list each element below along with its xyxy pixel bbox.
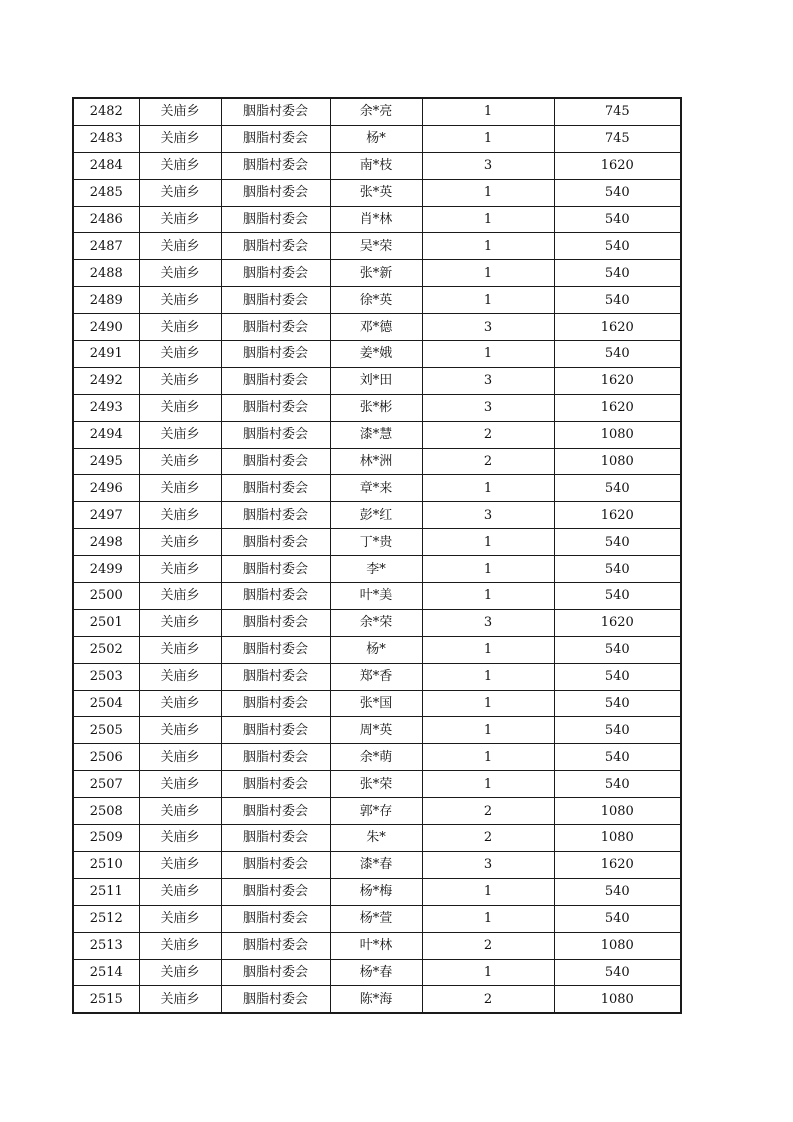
household-size-cell: 1 — [422, 233, 554, 260]
serial-number-cell: 2497 — [73, 502, 139, 529]
amount-cell: 540 — [554, 206, 681, 233]
serial-number-cell: 2486 — [73, 206, 139, 233]
name-cell: 南*枝 — [330, 152, 422, 179]
township-cell: 关庙乡 — [139, 609, 221, 636]
township-cell: 关庙乡 — [139, 394, 221, 421]
name-cell: 陈*海 — [330, 986, 422, 1013]
amount-cell: 1620 — [554, 851, 681, 878]
name-cell: 吴*荣 — [330, 233, 422, 260]
amount-cell: 540 — [554, 341, 681, 368]
village-committee-cell: 胭脂村委会 — [221, 583, 330, 610]
village-committee-cell: 胭脂村委会 — [221, 690, 330, 717]
township-cell: 关庙乡 — [139, 421, 221, 448]
table-row — [73, 475, 681, 502]
table-row — [73, 771, 681, 798]
name-cell: 张*新 — [330, 260, 422, 287]
village-committee-cell: 胭脂村委会 — [221, 125, 330, 152]
household-size-cell: 3 — [422, 502, 554, 529]
village-committee-cell: 胭脂村委会 — [221, 959, 330, 986]
serial-number-cell: 2488 — [73, 260, 139, 287]
serial-number-cell: 2505 — [73, 717, 139, 744]
amount-cell: 540 — [554, 556, 681, 583]
amount-cell: 1620 — [554, 609, 681, 636]
serial-number-cell: 2494 — [73, 421, 139, 448]
name-cell: 杨*萱 — [330, 905, 422, 932]
household-size-cell: 2 — [422, 986, 554, 1013]
serial-number-cell: 2498 — [73, 529, 139, 556]
village-committee-cell: 胭脂村委会 — [221, 878, 330, 905]
serial-number-cell: 2485 — [73, 179, 139, 206]
table-row — [73, 233, 681, 260]
amount-cell: 540 — [554, 717, 681, 744]
household-size-cell: 2 — [422, 825, 554, 852]
village-committee-cell: 胭脂村委会 — [221, 206, 330, 233]
village-committee-cell: 胭脂村委会 — [221, 260, 330, 287]
table-row — [73, 932, 681, 959]
household-size-cell: 1 — [422, 717, 554, 744]
name-cell: 彭*红 — [330, 502, 422, 529]
household-size-cell: 1 — [422, 663, 554, 690]
township-cell: 关庙乡 — [139, 233, 221, 260]
serial-number-cell: 2511 — [73, 878, 139, 905]
table-row — [73, 636, 681, 663]
serial-number-cell: 2495 — [73, 448, 139, 475]
amount-cell: 1080 — [554, 421, 681, 448]
household-size-cell: 1 — [422, 583, 554, 610]
township-cell: 关庙乡 — [139, 636, 221, 663]
table-row — [73, 152, 681, 179]
household-size-cell: 1 — [422, 206, 554, 233]
table-row — [73, 798, 681, 825]
table-row — [73, 717, 681, 744]
amount-cell: 540 — [554, 905, 681, 932]
household-size-cell: 3 — [422, 314, 554, 341]
table-row — [73, 583, 681, 610]
amount-cell: 1620 — [554, 314, 681, 341]
household-size-cell: 3 — [422, 152, 554, 179]
table-row — [73, 851, 681, 878]
serial-number-cell: 2515 — [73, 986, 139, 1013]
amount-cell: 540 — [554, 583, 681, 610]
serial-number-cell: 2500 — [73, 583, 139, 610]
serial-number-cell: 2504 — [73, 690, 139, 717]
township-cell: 关庙乡 — [139, 206, 221, 233]
table-row — [73, 878, 681, 905]
township-cell: 关庙乡 — [139, 905, 221, 932]
amount-cell: 1080 — [554, 986, 681, 1013]
serial-number-cell: 2514 — [73, 959, 139, 986]
name-cell: 杨* — [330, 125, 422, 152]
name-cell: 肖*林 — [330, 206, 422, 233]
household-size-cell: 2 — [422, 932, 554, 959]
name-cell: 张*彬 — [330, 394, 422, 421]
household-size-cell: 1 — [422, 556, 554, 583]
household-size-cell: 1 — [422, 125, 554, 152]
household-size-cell: 2 — [422, 448, 554, 475]
name-cell: 朱* — [330, 825, 422, 852]
township-cell: 关庙乡 — [139, 932, 221, 959]
table-row — [73, 394, 681, 421]
name-cell: 郑*香 — [330, 663, 422, 690]
amount-cell: 1620 — [554, 152, 681, 179]
table-row — [73, 609, 681, 636]
village-committee-cell: 胭脂村委会 — [221, 851, 330, 878]
name-cell: 张*英 — [330, 179, 422, 206]
table-row — [73, 448, 681, 475]
amount-cell: 540 — [554, 529, 681, 556]
beneficiary-table — [72, 97, 682, 1014]
township-cell: 关庙乡 — [139, 260, 221, 287]
serial-number-cell: 2509 — [73, 825, 139, 852]
serial-number-cell: 2507 — [73, 771, 139, 798]
name-cell: 叶*林 — [330, 932, 422, 959]
table-row — [73, 421, 681, 448]
household-size-cell: 2 — [422, 798, 554, 825]
village-committee-cell: 胭脂村委会 — [221, 287, 330, 314]
household-size-cell: 1 — [422, 636, 554, 663]
household-size-cell: 1 — [422, 179, 554, 206]
serial-number-cell: 2503 — [73, 663, 139, 690]
household-size-cell: 1 — [422, 529, 554, 556]
township-cell: 关庙乡 — [139, 367, 221, 394]
table-row — [73, 98, 681, 125]
township-cell: 关庙乡 — [139, 152, 221, 179]
amount-cell: 540 — [554, 878, 681, 905]
amount-cell: 540 — [554, 690, 681, 717]
amount-cell: 540 — [554, 475, 681, 502]
township-cell: 关庙乡 — [139, 986, 221, 1013]
amount-cell: 540 — [554, 663, 681, 690]
name-cell: 邓*德 — [330, 314, 422, 341]
name-cell: 漆*春 — [330, 851, 422, 878]
village-committee-cell: 胭脂村委会 — [221, 475, 330, 502]
amount-cell: 1620 — [554, 502, 681, 529]
name-cell: 丁*贵 — [330, 529, 422, 556]
household-size-cell: 3 — [422, 609, 554, 636]
township-cell: 关庙乡 — [139, 690, 221, 717]
amount-cell: 1080 — [554, 932, 681, 959]
amount-cell: 540 — [554, 260, 681, 287]
village-committee-cell: 胭脂村委会 — [221, 609, 330, 636]
table-row — [73, 341, 681, 368]
table-row — [73, 690, 681, 717]
village-committee-cell: 胭脂村委会 — [221, 986, 330, 1013]
name-cell: 李* — [330, 556, 422, 583]
table-row — [73, 529, 681, 556]
amount-cell: 540 — [554, 179, 681, 206]
township-cell: 关庙乡 — [139, 583, 221, 610]
serial-number-cell: 2513 — [73, 932, 139, 959]
table-row — [73, 959, 681, 986]
table-row — [73, 206, 681, 233]
name-cell: 林*洲 — [330, 448, 422, 475]
household-size-cell: 3 — [422, 367, 554, 394]
serial-number-cell: 2490 — [73, 314, 139, 341]
township-cell: 关庙乡 — [139, 475, 221, 502]
village-committee-cell: 胭脂村委会 — [221, 556, 330, 583]
village-committee-cell: 胭脂村委会 — [221, 663, 330, 690]
township-cell: 关庙乡 — [139, 878, 221, 905]
village-committee-cell: 胭脂村委会 — [221, 341, 330, 368]
amount-cell: 540 — [554, 959, 681, 986]
table-row — [73, 905, 681, 932]
village-committee-cell: 胭脂村委会 — [221, 98, 330, 125]
amount-cell: 1080 — [554, 448, 681, 475]
table-row — [73, 260, 681, 287]
township-cell: 关庙乡 — [139, 717, 221, 744]
name-cell: 余*荣 — [330, 609, 422, 636]
township-cell: 关庙乡 — [139, 959, 221, 986]
household-size-cell: 1 — [422, 475, 554, 502]
township-cell: 关庙乡 — [139, 825, 221, 852]
amount-cell: 1620 — [554, 394, 681, 421]
township-cell: 关庙乡 — [139, 663, 221, 690]
village-committee-cell: 胭脂村委会 — [221, 825, 330, 852]
amount-cell: 745 — [554, 125, 681, 152]
township-cell: 关庙乡 — [139, 798, 221, 825]
name-cell: 杨* — [330, 636, 422, 663]
township-cell: 关庙乡 — [139, 287, 221, 314]
serial-number-cell: 2492 — [73, 367, 139, 394]
household-size-cell: 1 — [422, 771, 554, 798]
table-row — [73, 125, 681, 152]
village-committee-cell: 胭脂村委会 — [221, 448, 330, 475]
serial-number-cell: 2489 — [73, 287, 139, 314]
household-size-cell: 3 — [422, 851, 554, 878]
name-cell: 刘*田 — [330, 367, 422, 394]
village-committee-cell: 胭脂村委会 — [221, 744, 330, 771]
village-committee-cell: 胭脂村委会 — [221, 233, 330, 260]
village-committee-cell: 胭脂村委会 — [221, 636, 330, 663]
household-size-cell: 3 — [422, 394, 554, 421]
household-size-cell: 1 — [422, 905, 554, 932]
name-cell: 周*英 — [330, 717, 422, 744]
village-committee-cell: 胭脂村委会 — [221, 152, 330, 179]
table-row — [73, 986, 681, 1013]
serial-number-cell: 2484 — [73, 152, 139, 179]
table-row — [73, 556, 681, 583]
village-committee-cell: 胭脂村委会 — [221, 771, 330, 798]
household-size-cell: 2 — [422, 421, 554, 448]
township-cell: 关庙乡 — [139, 125, 221, 152]
household-size-cell: 1 — [422, 959, 554, 986]
serial-number-cell: 2493 — [73, 394, 139, 421]
amount-cell: 745 — [554, 98, 681, 125]
amount-cell: 540 — [554, 771, 681, 798]
amount-cell: 540 — [554, 233, 681, 260]
serial-number-cell: 2483 — [73, 125, 139, 152]
village-committee-cell: 胭脂村委会 — [221, 502, 330, 529]
household-size-cell: 1 — [422, 690, 554, 717]
household-size-cell: 1 — [422, 878, 554, 905]
serial-number-cell: 2491 — [73, 341, 139, 368]
village-committee-cell: 胭脂村委会 — [221, 905, 330, 932]
table-row — [73, 179, 681, 206]
township-cell: 关庙乡 — [139, 98, 221, 125]
amount-cell: 540 — [554, 744, 681, 771]
village-committee-cell: 胭脂村委会 — [221, 529, 330, 556]
name-cell: 章*来 — [330, 475, 422, 502]
township-cell: 关庙乡 — [139, 179, 221, 206]
serial-number-cell: 2508 — [73, 798, 139, 825]
amount-cell: 1620 — [554, 367, 681, 394]
serial-number-cell: 2502 — [73, 636, 139, 663]
household-size-cell: 1 — [422, 260, 554, 287]
table-row — [73, 287, 681, 314]
township-cell: 关庙乡 — [139, 556, 221, 583]
household-size-cell: 1 — [422, 341, 554, 368]
township-cell: 关庙乡 — [139, 851, 221, 878]
name-cell: 郭*存 — [330, 798, 422, 825]
household-size-cell: 1 — [422, 287, 554, 314]
name-cell: 漆*慧 — [330, 421, 422, 448]
township-cell: 关庙乡 — [139, 502, 221, 529]
township-cell: 关庙乡 — [139, 529, 221, 556]
table-row — [73, 314, 681, 341]
name-cell: 余*亮 — [330, 98, 422, 125]
serial-number-cell: 2506 — [73, 744, 139, 771]
township-cell: 关庙乡 — [139, 744, 221, 771]
village-committee-cell: 胭脂村委会 — [221, 717, 330, 744]
name-cell: 张*国 — [330, 690, 422, 717]
township-cell: 关庙乡 — [139, 771, 221, 798]
name-cell: 杨*春 — [330, 959, 422, 986]
amount-cell: 540 — [554, 636, 681, 663]
serial-number-cell: 2487 — [73, 233, 139, 260]
name-cell: 姜*娥 — [330, 341, 422, 368]
serial-number-cell: 2496 — [73, 475, 139, 502]
village-committee-cell: 胭脂村委会 — [221, 421, 330, 448]
name-cell: 叶*美 — [330, 583, 422, 610]
township-cell: 关庙乡 — [139, 341, 221, 368]
village-committee-cell: 胭脂村委会 — [221, 367, 330, 394]
village-committee-cell: 胭脂村委会 — [221, 798, 330, 825]
name-cell: 余*萌 — [330, 744, 422, 771]
serial-number-cell: 2510 — [73, 851, 139, 878]
serial-number-cell: 2499 — [73, 556, 139, 583]
amount-cell: 1080 — [554, 798, 681, 825]
household-size-cell: 1 — [422, 744, 554, 771]
name-cell: 徐*英 — [330, 287, 422, 314]
table-row — [73, 825, 681, 852]
table-row — [73, 744, 681, 771]
village-committee-cell: 胭脂村委会 — [221, 932, 330, 959]
name-cell: 张*荣 — [330, 771, 422, 798]
name-cell: 杨*梅 — [330, 878, 422, 905]
serial-number-cell: 2482 — [73, 98, 139, 125]
household-size-cell: 1 — [422, 98, 554, 125]
serial-number-cell: 2501 — [73, 609, 139, 636]
table-row — [73, 502, 681, 529]
township-cell: 关庙乡 — [139, 314, 221, 341]
township-cell: 关庙乡 — [139, 448, 221, 475]
amount-cell: 1080 — [554, 825, 681, 852]
village-committee-cell: 胭脂村委会 — [221, 314, 330, 341]
table-body — [73, 98, 681, 1013]
serial-number-cell: 2512 — [73, 905, 139, 932]
table-row — [73, 367, 681, 394]
table-row — [73, 663, 681, 690]
village-committee-cell: 胭脂村委会 — [221, 394, 330, 421]
amount-cell: 540 — [554, 287, 681, 314]
village-committee-cell: 胭脂村委会 — [221, 179, 330, 206]
